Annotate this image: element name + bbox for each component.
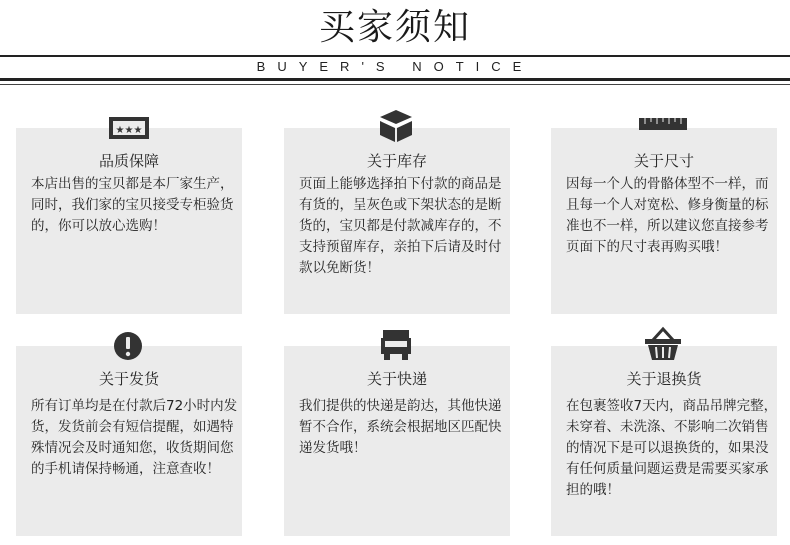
card-title: 关于库存: [366, 152, 427, 170]
ticket-stars-icon: [105, 114, 153, 142]
svg-text:★★★: ★★★: [115, 125, 143, 136]
card-express: [284, 346, 510, 536]
exclamation-icon: [112, 330, 144, 362]
card-size: [551, 128, 777, 314]
card-title: 关于发货: [98, 370, 159, 388]
card-shipping: [16, 346, 242, 536]
card-title: 关于快递: [366, 370, 427, 388]
ruler-icon: [639, 116, 687, 132]
truck-icon: [379, 328, 413, 362]
bottom-divider-thick: [0, 78, 790, 81]
card-body: 所有订单均是在付款后72小时内发货，发货前会有短信提醒，如遇特殊情况会及时通知您，收货期间您的手机请保持畅通，注意查收！: [31, 398, 238, 477]
card-title: 品质保障: [98, 152, 159, 170]
page-subtitle: BUYER'S NOTICE: [256, 59, 534, 74]
top-divider: [0, 55, 790, 57]
card-quality: [16, 125, 242, 314]
card-returns: [551, 346, 777, 536]
card-stock: [284, 128, 510, 314]
card-body: 本店出售的宝贝都是本厂家生产，同时，我们家的宝贝接受专柜验货的，你可以放心选购！: [31, 176, 234, 234]
box-icon: [376, 108, 416, 144]
card-title: 关于尺寸: [633, 152, 694, 170]
bottom-divider-thin: [0, 84, 790, 85]
card-body: 我们提供的快递是韵达，其他快递暂不合作，系统会根据地区匹配快递发货哦！: [299, 398, 502, 456]
card-body: 页面上能够选择拍下付款的商品是有货的，呈灰色或下架状态的是断货的，宝贝都是付款减库存的，不支持预留库存，亲拍下后请及时付款以免断货！: [299, 176, 502, 276]
card-title: 关于退换货: [626, 370, 702, 388]
card-body: 因每一个人的骨骼体型不一样，而且每一个人对宽松、修身衡量的标准也不一样，所以建议您直接参考页面下的尺寸表再购买哦！: [566, 176, 769, 255]
card-body: 在包裹签收7天内，商品吊牌完整，未穿着、未洗涤、不影响二次销售的情况下是可以退换货的，如果没有任何质量问题运费是需要买家承担的哦！: [566, 398, 778, 498]
basket-icon: [643, 326, 683, 362]
page-title: 买家须知: [318, 7, 471, 48]
